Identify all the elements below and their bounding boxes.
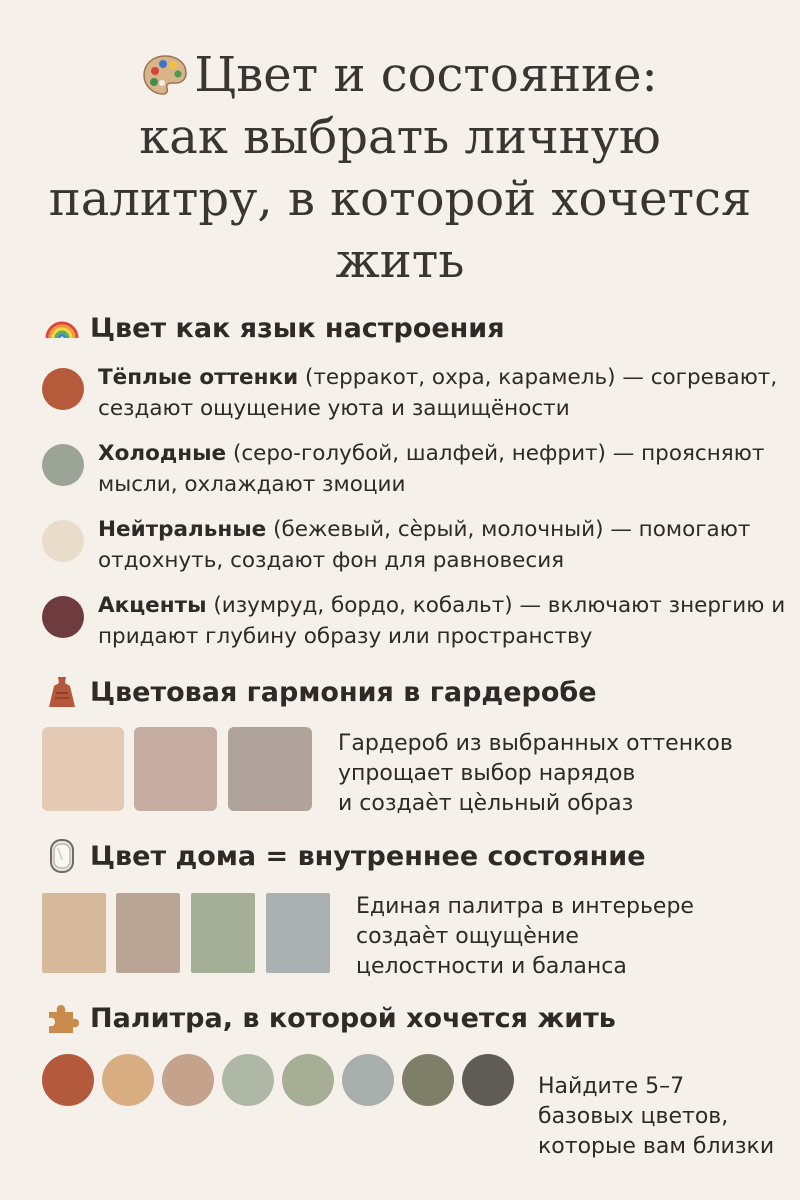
mood-item-description: (бежевый, сѐрый, молочный) — помогают отдохнуть, создают фон для равновесия <box>98 517 751 573</box>
home-swatch <box>191 893 255 973</box>
palette-circle <box>222 1054 274 1106</box>
section-palette-title <box>44 1000 616 1036</box>
palette-circle <box>162 1054 214 1106</box>
home-swatch <box>116 893 180 973</box>
section-wardrobe-label: Цветовая гармония в гардеробе <box>90 676 597 708</box>
page-title <box>30 44 770 292</box>
palette-caption-line: которые вам близки <box>538 1134 775 1159</box>
mood-item-label: Тёплые оттенки <box>98 365 299 390</box>
section-home-label: Цвет дома = внутреннее состояние <box>90 840 646 872</box>
accent-color-dot <box>42 596 84 638</box>
wardrobe-swatch <box>134 727 217 811</box>
cool-color-dot <box>42 444 84 486</box>
rainbow-icon <box>44 310 80 346</box>
wardrobe-swatch <box>228 727 312 811</box>
palette-swatches <box>42 1054 522 1108</box>
title-line-2: как выбрать личную <box>139 109 661 165</box>
palette-caption-line: Найдите 5–7 <box>538 1074 685 1099</box>
dress-icon <box>44 674 80 710</box>
title-line-3: палитру, в которой хочется <box>48 171 752 227</box>
home-swatch <box>42 893 106 973</box>
home-swatch <box>266 893 330 973</box>
section-palette-label: Палитра, в которой хочется жить <box>90 1002 616 1034</box>
palette-circle <box>282 1054 334 1106</box>
mirror-icon <box>44 838 80 874</box>
wardrobe-swatch <box>42 727 124 811</box>
section-mood-label: Цвет как язык настроения <box>90 312 505 344</box>
mood-item-label: Нейтральные <box>98 517 267 542</box>
palette-caption-line: базовых цветов, <box>538 1104 729 1129</box>
palette-circle <box>102 1054 154 1106</box>
mood-item-description: (серо-голубой, шалфей, нефрит) — проясняют мысли, охлаждают змоции <box>98 441 765 497</box>
palette-caption <box>538 1072 774 1162</box>
home-caption-line: Единая палитра в интерьере <box>356 894 694 919</box>
home-caption-line: целостности и баланса <box>356 954 627 979</box>
wardrobe-caption-line: и создаѐт цѐльный образ <box>338 791 634 816</box>
title-line-4: жить <box>335 233 465 289</box>
palette-circle <box>342 1054 394 1106</box>
mood-item-label: Холодные <box>98 441 227 466</box>
title-line-1: Цвет и состояние: <box>194 47 658 103</box>
mood-item-label: Акценты <box>98 593 207 618</box>
palette-circle <box>462 1054 514 1106</box>
home-caption <box>356 892 694 982</box>
mood-item-description: (изумруд, бордо, кобальт) — включают знергию и придают глубину образу или пространству <box>98 593 786 649</box>
mood-item-description: (терракот, охра, карамель) — согревают, сездают ощущение уюта и защищёности <box>98 365 778 421</box>
wardrobe-caption <box>338 729 733 819</box>
palette-circle <box>42 1054 94 1106</box>
section-home-title <box>44 838 646 874</box>
home-caption-line: создаѐт ощущѐние <box>356 924 579 949</box>
section-wardrobe-title <box>44 674 597 710</box>
neutral-color-dot <box>42 520 84 562</box>
warm-color-dot <box>42 368 84 410</box>
palette-circle <box>402 1054 454 1106</box>
wardrobe-caption-line: Гардероб из выбранных оттенков <box>338 731 733 756</box>
wardrobe-caption-line: упрощает выбор нарядов <box>338 761 636 786</box>
section-mood-title <box>44 310 505 346</box>
puzzle-icon <box>44 1000 80 1036</box>
palette-icon <box>142 53 188 97</box>
